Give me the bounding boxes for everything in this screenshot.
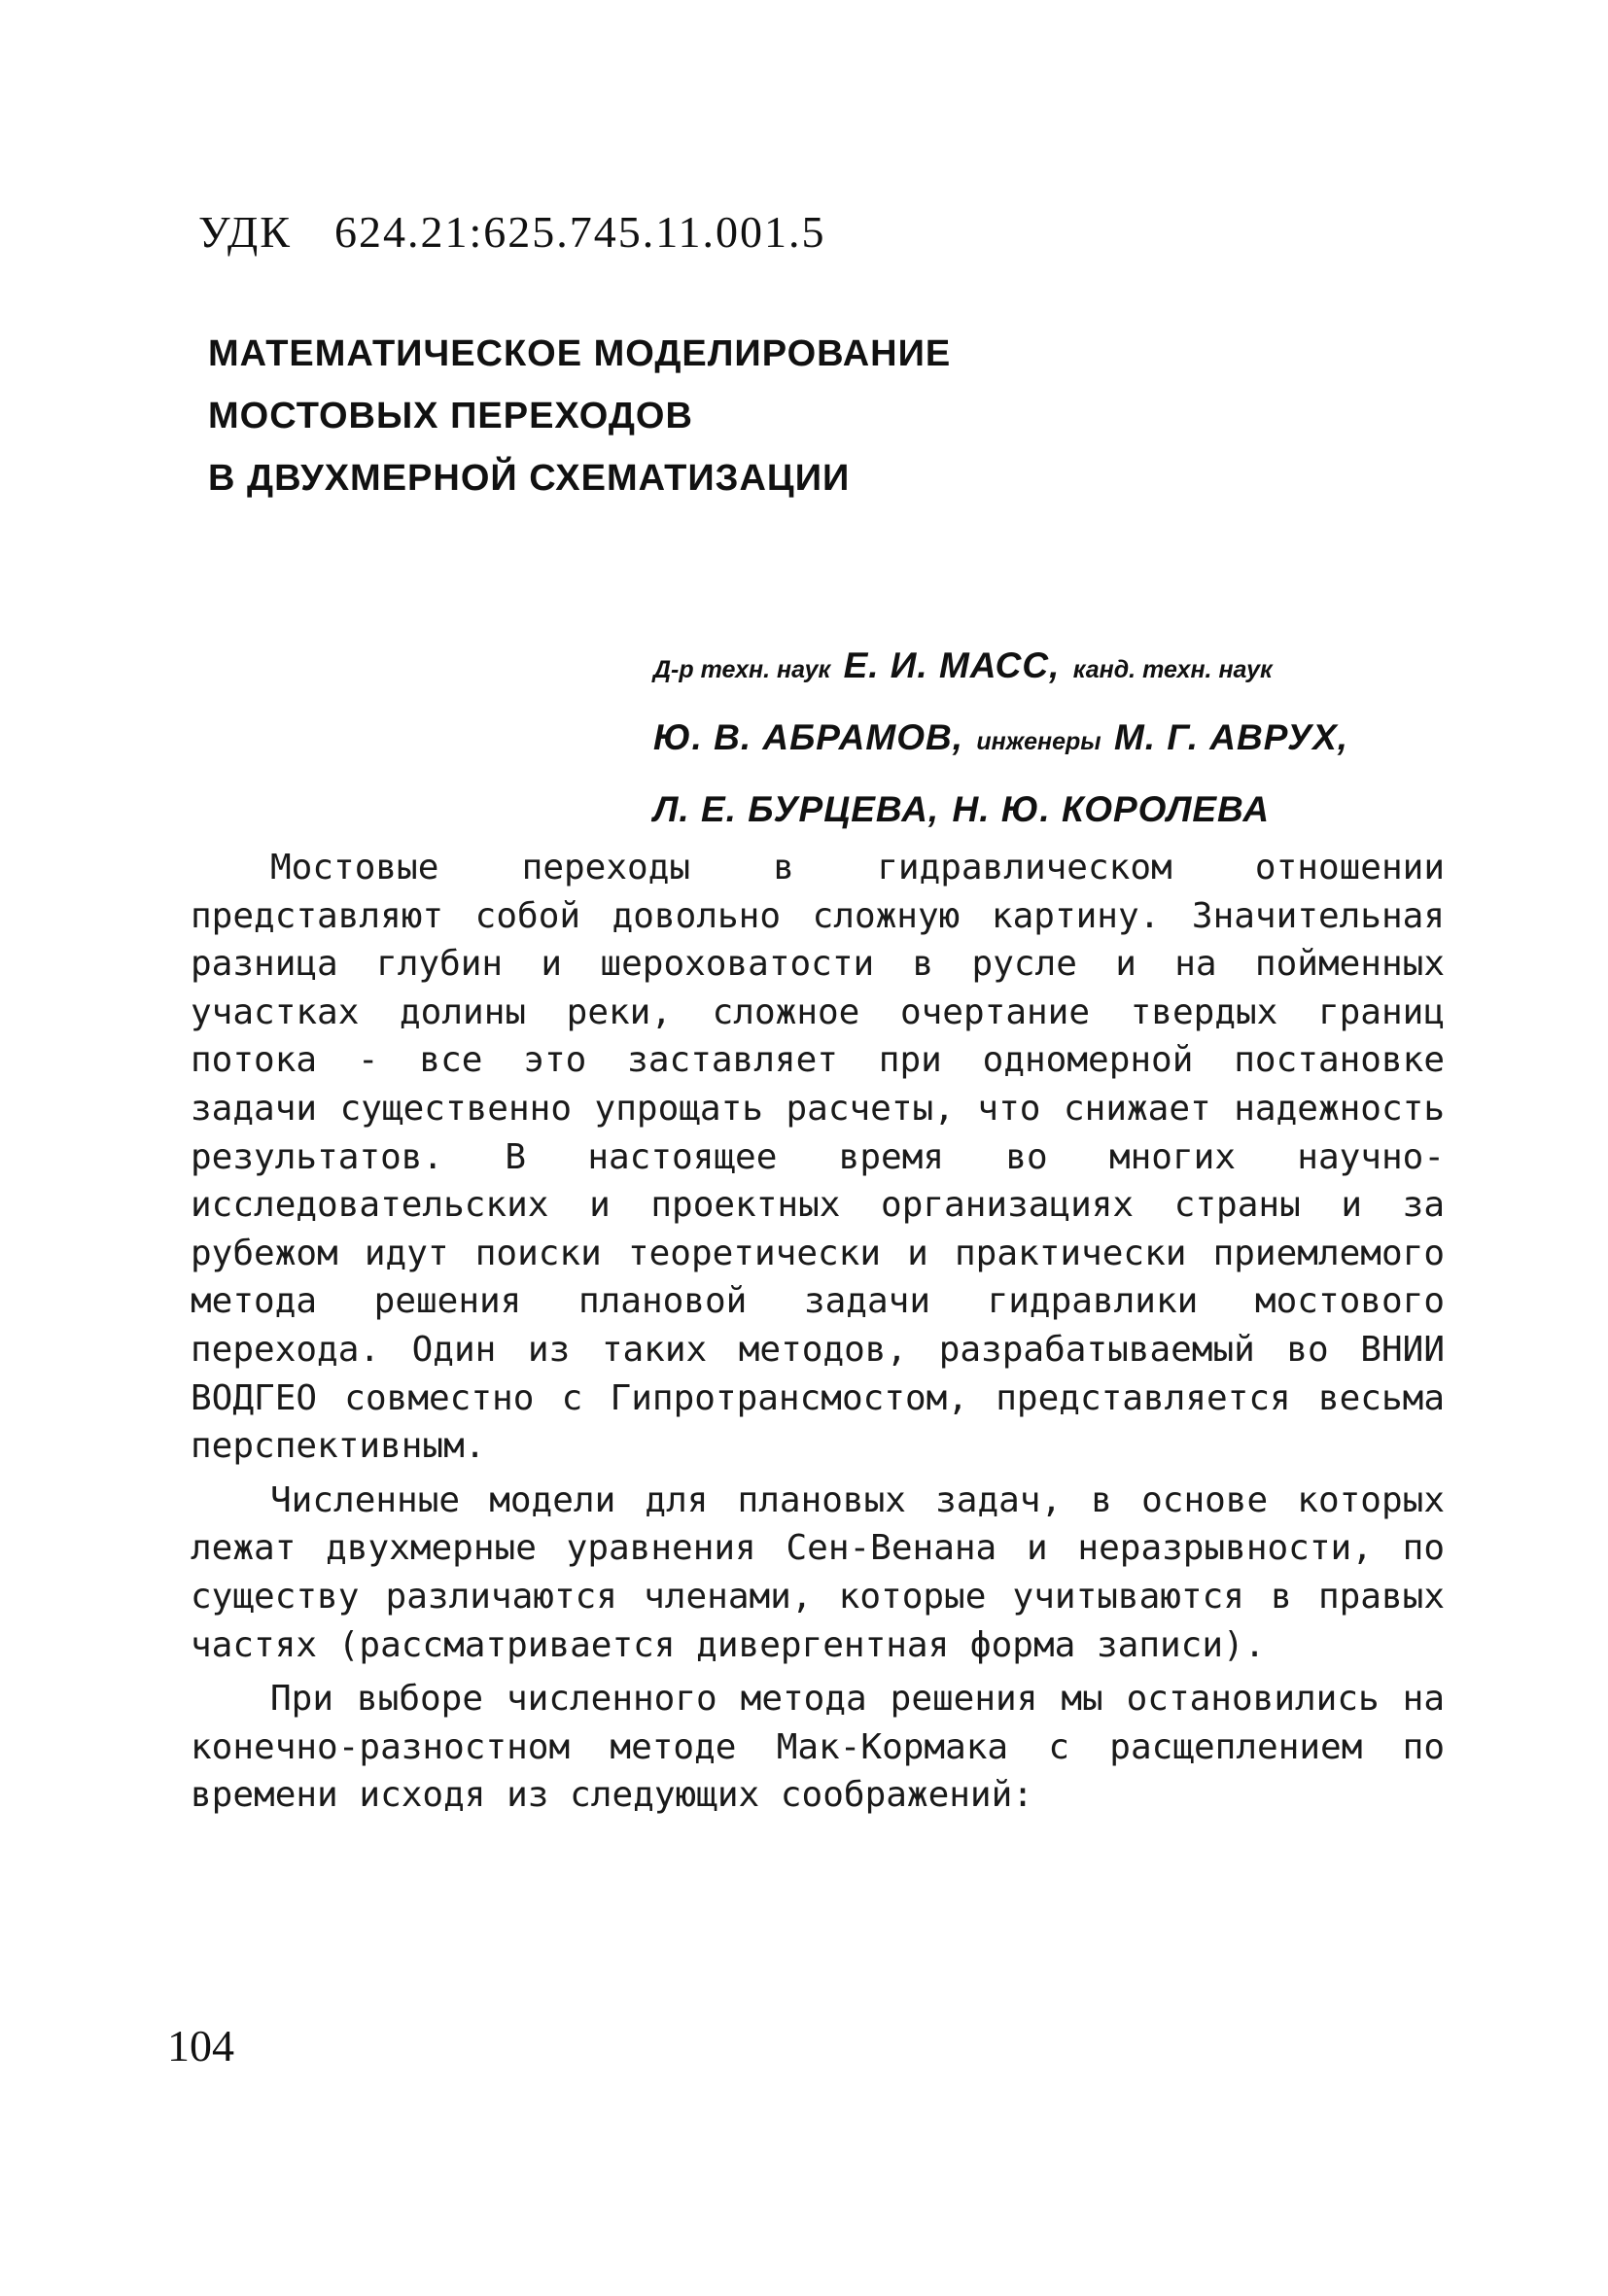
- author-name: М. Г. АВРУХ,: [1113, 717, 1349, 757]
- role-engineers: инженеры: [976, 728, 1101, 755]
- body-paragraph: Численные модели для плановых задач, в основе которых лежат двухмерные уравнения Сен-Венана и неразрывности, по существу различаются членами, которые учитываются в правых частях (рассматривается дивергентная форма записи).: [191, 1479, 1445, 1665]
- article-title: [208, 323, 951, 509]
- udc-label: УДК: [198, 207, 292, 257]
- author-name: Л. Е. БУРЦЕВА,: [653, 789, 940, 829]
- article-body: [191, 844, 1445, 1820]
- body-paragraph: Мостовые переходы в гидравлическом отношении представляют собой довольно сложную картину. Значительная разница глубин и шероховатости в русле и на пойменных участках долины реки, сложное очертание твердых границ потока - все это заставляет при одномерной постановке задачи существенно упрощать расчеты, что снижает надежность результатов. В настоящее время во многих научно-исследовательских и проектных организациях страны и за рубежом идут поиски теоретически и практически приемлемого метода решения плановой задачи гидравлики мостового перехода. Один из таких методов, разрабатываемый во ВНИИ ВОДГЕО совместно с Гипротрансмостом, представляется весьма перспективным.: [191, 848, 1445, 1467]
- degree-doctor: Д-р техн. наук: [653, 656, 831, 683]
- title-line: МАТЕМАТИЧЕСКОЕ МОДЕЛИРОВАНИЕ: [208, 333, 952, 374]
- udc-code: 624.21:625.745.11.001.5: [333, 207, 826, 257]
- title-line: В ДВУХМЕРНОЙ СХЕМАТИЗАЦИИ: [208, 458, 851, 499]
- page-number: 104: [167, 2021, 234, 2070]
- authors-block: [653, 634, 1460, 850]
- authors-line: [653, 634, 1460, 706]
- body-paragraph: При выборе численного метода решения мы остановились на конечно-разностном методе Мак-Кормака с расщеплением по времени исходя из следующих соображений:: [191, 1679, 1445, 1816]
- author-name: Е. И. МАСС,: [843, 645, 1061, 685]
- authors-line: [653, 706, 1460, 778]
- udc-classification: [198, 206, 826, 258]
- author-name: Н. Ю. КОРОЛЕВА: [952, 789, 1271, 829]
- authors-line: [653, 778, 1460, 850]
- title-line: МОСТОВЫХ ПЕРЕХОДОВ: [208, 396, 693, 436]
- author-name: Ю. В. АБРАМОВ,: [653, 717, 963, 757]
- degree-candidate: канд. техн. наук: [1072, 656, 1273, 683]
